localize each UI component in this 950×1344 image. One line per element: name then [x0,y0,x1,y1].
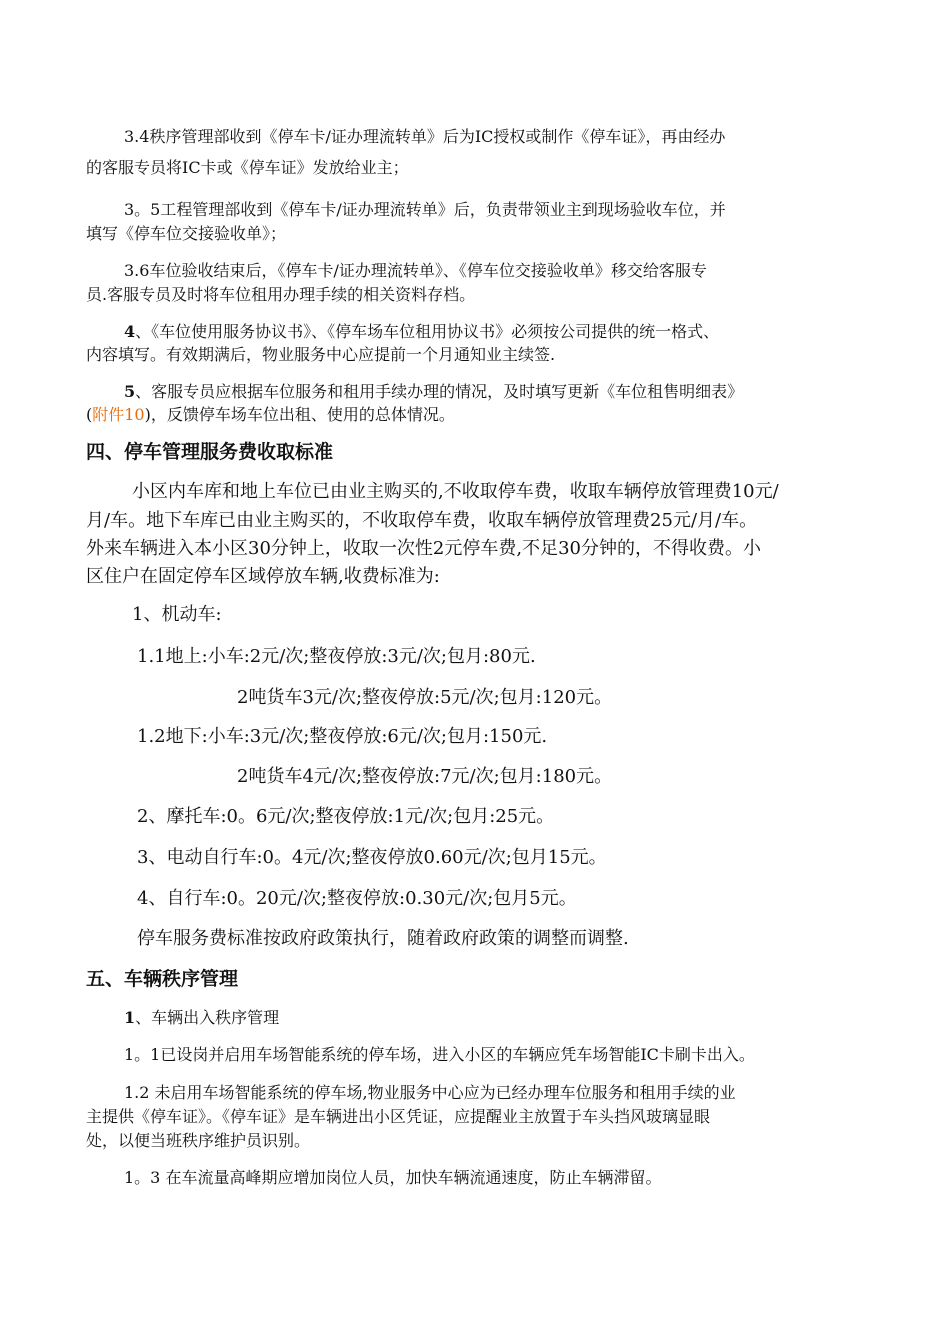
paragraph-3-5-line-1: 3。5工程管理部收到《停车卡/证办理流转单》后，负责带领业主到现场验收车位，并 [124,200,726,219]
paragraph-4-line-1 [124,322,719,341]
paragraph-5-text: 、客服专员应根据车位服务和租用手续办理的情况，及时填写更新《车位租售明细表》 [135,382,744,401]
paragraph-4-text: 、《车位使用服务协议书》、《停车场车位租用协议书》必须按公司提供的统一格式、 [135,322,720,341]
section-4-intro-line-1: 小区内车库和地上车位已由业主购买的,不收取停车费，收取车辆停放管理费10元/ [132,481,779,502]
section-5-sub-number: 1 [124,1008,136,1027]
paragraph-1-3: 1。3 在车流量高峰期应增加岗位人员，加快车辆流通速度，防止车辆滞留。 [124,1168,662,1187]
fee-item-1-1-above-ground: 1.1地上:小车:2元/次;整夜停放:3元/次;包月:80元. [137,646,536,667]
paragraph-3-6-line-2: 员.客服专员及时将车位租用办理手续的相关资料存档。 [86,285,476,304]
section-4-heading: 四、停车管理服务费收取标准 [86,441,334,463]
fee-item-1-1-truck: 2吨货车3元/次;整夜停放:5元/次;包月:120元。 [237,687,613,708]
fee-item-1-2-underground: 1.2地下:小车:3元/次;整夜停放:6元/次;包月:150元. [137,726,548,747]
fee-item-motorcycle: 2、摩托车:0。6元/次;整夜停放:1元/次;包月:25元。 [137,806,555,827]
paragraph-4-line-2: 内容填写。有效期满后，物业服务中心应提前一个月通知业主续签. [86,345,556,364]
section-4-intro-line-4: 区住户在固定停车区域停放车辆,收费标准为: [86,566,440,587]
paragraph-5-line-1 [124,382,743,401]
paragraph-3-5-line-2: 填写《停车位交接验收单》； [86,224,287,243]
paragraph-1-1: 1。1已设岗并启用车场智能系统的停车场，进入小区的车辆应凭车场智能IC卡刷卡出入。 [124,1045,755,1064]
paragraph-3-6-line-1: 3.6车位验收结束后，《停车卡/证办理流转单》、《停车位交接验收单》移交给客服专 [124,261,707,280]
section-5-subheading [124,1008,279,1027]
section-4-intro-line-3: 外来车辆进入本小区30分钟上，收取一次性2元停车费,不足30分钟的，不得收费。小 [86,538,761,559]
attachment-10-link[interactable]: 附件10 [92,405,145,424]
section-5-heading: 五、车辆秩序管理 [86,968,239,990]
paragraph-5-line-2 [86,405,455,424]
paragraph-3-4-line-2: 的客服专员将IC卡或《停车证》发放给业主； [86,158,409,177]
fee-item-1-2-truck: 2吨货车4元/次;整夜停放:7元/次;包月:180元。 [237,766,613,787]
fee-item-bicycle: 4、自行车:0。20元/次;整夜停放:0.30元/次;包月5元。 [137,888,577,909]
fee-policy-note: 停车服务费标准按政府政策执行，随着政府政策的调整而调整. [137,928,629,949]
paragraph-3-4-line-1: 3.4秩序管理部收到《停车卡/证办理流转单》后为IC授权或制作《停车证》，再由经办 [124,127,726,146]
paragraph-1-2-line-3: 处，以便当班秩序维护员识别。 [86,1131,311,1150]
fee-item-e-bike: 3、电动自行车:0。4元/次;整夜停放0.60元/次;包月15元。 [137,847,607,868]
fee-item-motor-vehicle: 1、机动车: [132,604,222,625]
paragraph-1-2-line-2: 主提供《停车证》。《停车证》是车辆进出小区凭证，应提醒业主放置于车头挡风玻璃显眼 [86,1107,711,1126]
paragraph-4-number: 4 [124,322,136,341]
paragraph-5-tail: )，反馈停车场车位出租、使用的总体情况。 [144,405,455,424]
paragraph-1-2-line-1: 1.2 未启用车场智能系统的停车场,物业服务中心应为已经办理车位服务和租用手续的业 [124,1083,736,1102]
paragraph-5-number: 5 [124,382,136,401]
section-5-sub-text: 、车辆出入秩序管理 [135,1008,280,1027]
paren-open: ( [86,405,93,424]
section-4-intro-line-2: 月/车。地下车库已由业主购买的，不收取停车费，收取车辆停放管理费25元/月/车。 [86,510,758,531]
